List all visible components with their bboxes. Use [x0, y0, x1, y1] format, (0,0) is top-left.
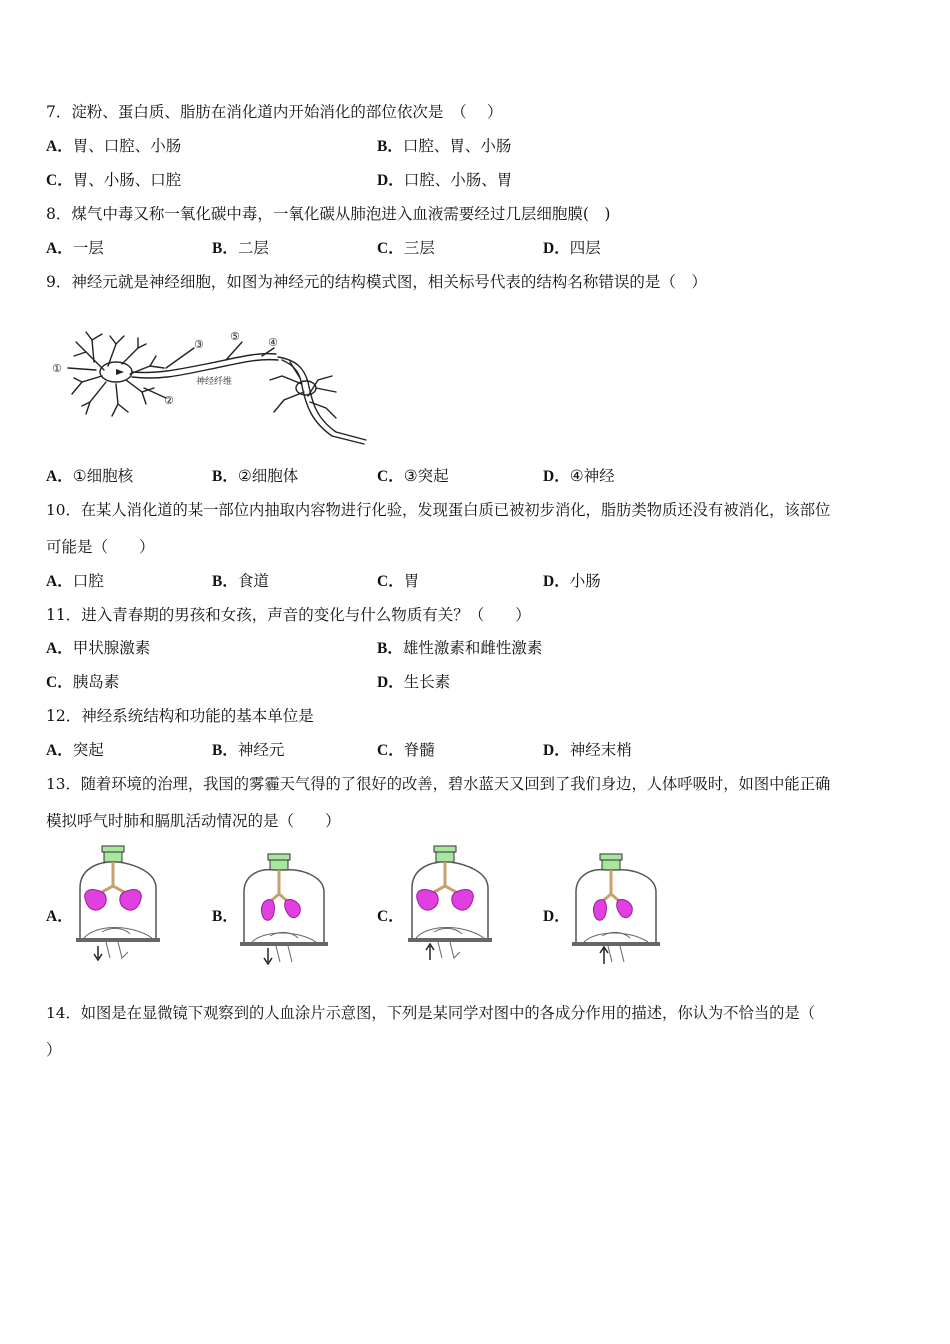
q10-option-b[interactable]: B．食道 — [212, 572, 269, 590]
q10-option-a[interactable]: A．口腔 — [46, 572, 104, 590]
q11-option-a[interactable]: A．甲状腺激素 — [46, 639, 151, 657]
q13-option-d[interactable]: D． — [543, 908, 570, 925]
neuron-figure — [46, 322, 376, 452]
q14-stem-cont: ） — [46, 1041, 62, 1059]
q10-stem: 10．在某人消化道的某一部位内抽取内容物进行化验，发现蛋白质已被初步消化，脂肪类物质还没有被消化，该部位 — [46, 501, 831, 519]
q13-option-c[interactable]: C． — [377, 908, 404, 925]
q10-stem-cont: 可能是（ ） — [46, 538, 155, 556]
q13-stem-cont: 模拟呼气时肺和膈肌活动情况的是（ ） — [46, 812, 341, 830]
q11-option-d[interactable]: D．生长素 — [377, 673, 451, 691]
q7-option-c[interactable]: C．胃、小肠、口腔 — [46, 171, 182, 189]
q8-option-a[interactable]: A．一层 — [46, 239, 104, 257]
neuron-label-fiber: 神经纤维 — [196, 377, 233, 387]
q7-option-a[interactable]: A．胃、口腔、小肠 — [46, 137, 182, 155]
bell-jar-figure-a — [72, 842, 164, 967]
q9-stem: 9．神经元就是神经细胞，如图为神经元的结构模式图，相关标号代表的结构名称错误的是（ ） — [46, 273, 707, 291]
q11-stem: 11．进入青春期的男孩和女孩，声音的变化与什么物质有关？（ ） — [46, 606, 531, 624]
q12-option-b[interactable]: B．神经元 — [212, 741, 285, 759]
q7-option-b[interactable]: B．口腔、胃、小肠 — [377, 137, 512, 155]
q13-option-b[interactable]: B． — [212, 908, 238, 925]
q7-stem: 7．淀粉、蛋白质、脂肪在消化道内开始消化的部位依次是 （ ） — [46, 103, 503, 121]
q13-stem: 13．随着环境的治理，我国的雾霾天气得的了很好的改善，碧水蓝天又回到了我们身边，人体呼吸时，如图中能正确 — [46, 775, 831, 793]
q8-option-c[interactable]: C．三层 — [377, 239, 435, 257]
q13-option-a[interactable]: A． — [46, 908, 73, 925]
neuron-label-4: ④ — [268, 336, 278, 349]
q8-option-d[interactable]: D．四层 — [543, 239, 601, 257]
q8-stem: 8．煤气中毒又称一氧化碳中毒，一氧化碳从肺泡进入血液需要经过几层细胞膜( ) — [46, 205, 611, 223]
q9-option-d[interactable]: D．④神经 — [543, 467, 615, 485]
q9-option-b[interactable]: B．②细胞体 — [212, 467, 299, 485]
q12-option-a[interactable]: A．突起 — [46, 741, 104, 759]
bell-jar-figure-c — [404, 842, 496, 967]
neuron-label-1: ① — [52, 362, 62, 375]
neuron-label-2: ② — [164, 394, 174, 407]
q10-option-c[interactable]: C．胃 — [377, 572, 420, 590]
q9-option-a[interactable]: A．①细胞核 — [46, 467, 134, 485]
neuron-label-5: ⑤ — [230, 330, 240, 343]
bell-jar-figure-b — [238, 842, 330, 967]
neuron-label-3: ③ — [194, 338, 204, 351]
q11-option-b[interactable]: B．雄性激素和雌性激素 — [377, 639, 543, 657]
q12-stem: 12．神经系统结构和功能的基本单位是 — [46, 707, 314, 725]
bell-jar-figure-d — [570, 842, 662, 967]
q10-option-d[interactable]: D．小肠 — [543, 572, 601, 590]
q14-stem: 14．如图是在显微镜下观察到的人血涂片示意图，下列是某同学对图中的各成分作用的描述，你认为不恰当的是（ — [46, 1004, 816, 1022]
q12-option-c[interactable]: C．脊髓 — [377, 741, 435, 759]
q11-option-c[interactable]: C．胰岛素 — [46, 673, 120, 691]
q9-option-c[interactable]: C．③突起 — [377, 467, 449, 485]
q7-option-d[interactable]: D．口腔、小肠、胃 — [377, 171, 513, 189]
q12-option-d[interactable]: D．神经末梢 — [543, 741, 632, 759]
q8-option-b[interactable]: B．二层 — [212, 239, 269, 257]
